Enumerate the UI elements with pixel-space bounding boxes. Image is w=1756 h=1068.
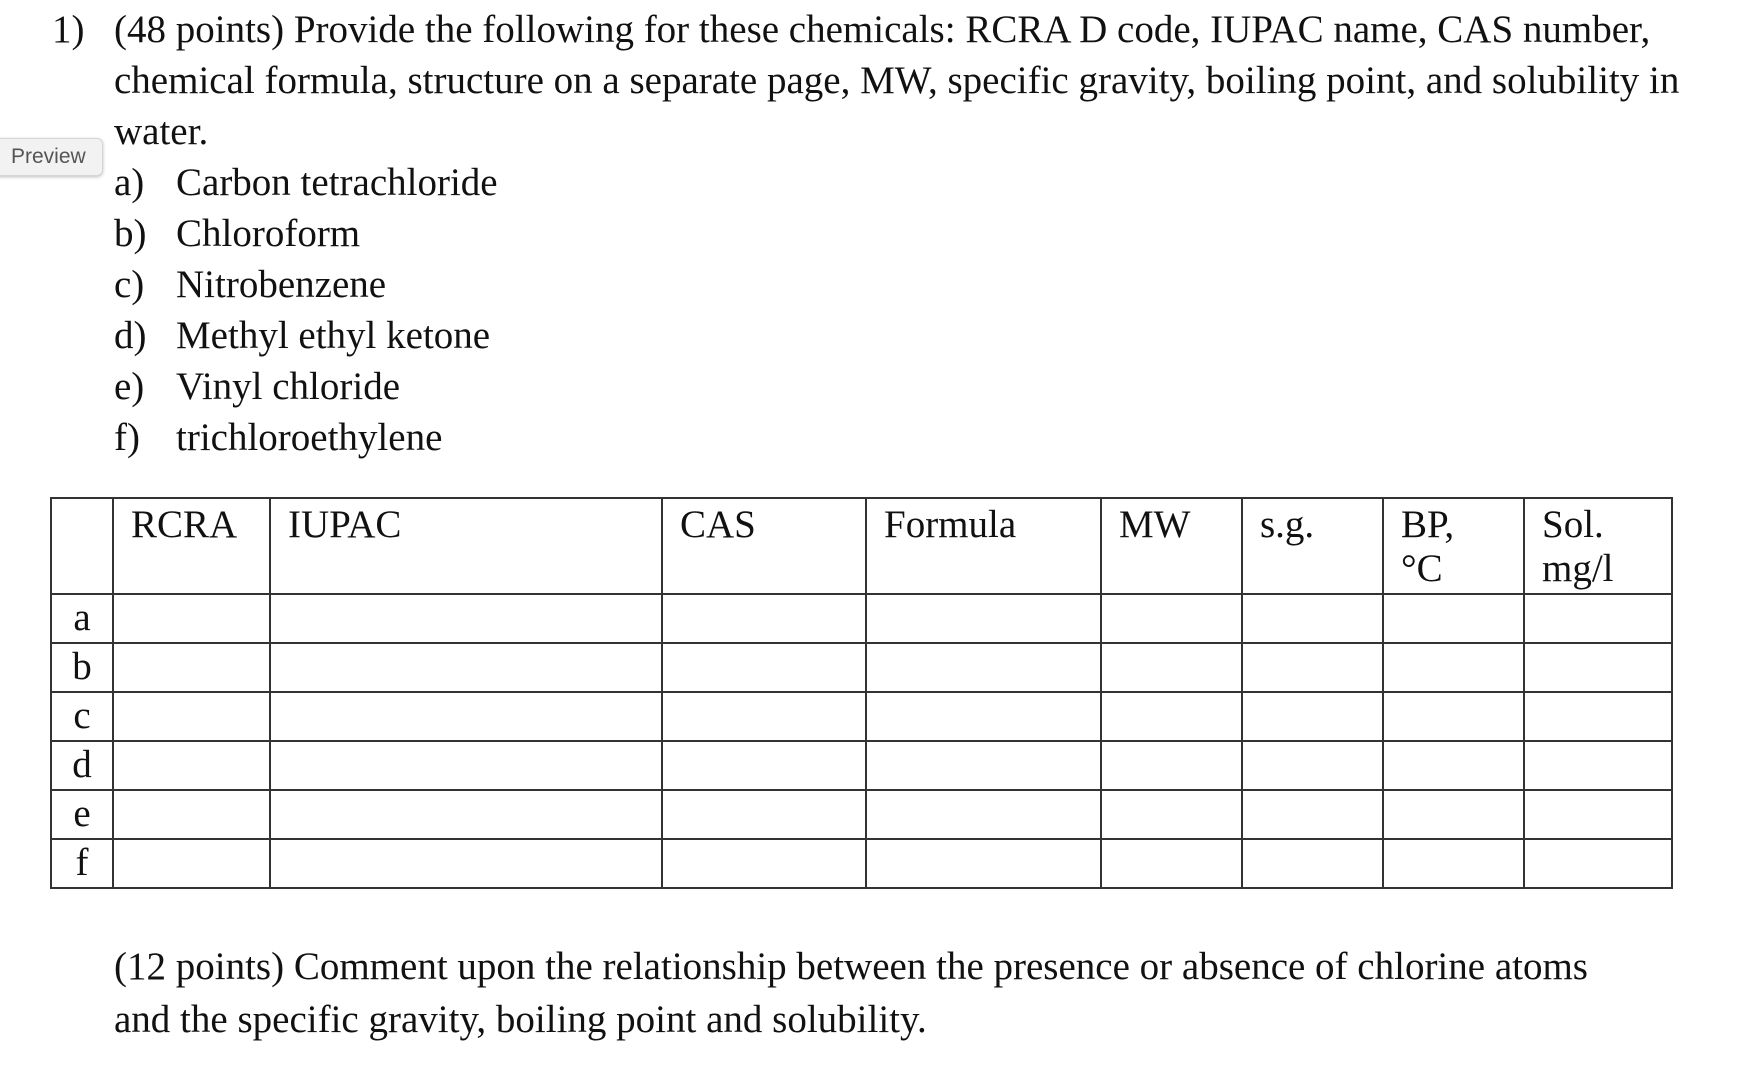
question-number: 1): [52, 8, 85, 51]
table-cell[interactable]: [866, 692, 1101, 741]
table-cell[interactable]: [113, 594, 270, 643]
table-cell[interactable]: [1524, 643, 1672, 692]
table-cell[interactable]: [1242, 594, 1383, 643]
table-cell[interactable]: [662, 790, 866, 839]
list-item: [114, 361, 1712, 412]
table-cell[interactable]: [662, 643, 866, 692]
table-cell[interactable]: [662, 594, 866, 643]
table-cell[interactable]: [1524, 692, 1672, 741]
table-cell[interactable]: [1524, 839, 1672, 888]
header-rcra: RCRA: [113, 498, 270, 594]
header-mw: MW: [1101, 498, 1242, 594]
list-item: [114, 412, 1712, 463]
table-header-row: [51, 498, 1672, 594]
header-sol-line1: Sol.: [1542, 503, 1604, 546]
list-item-text: Methyl ethyl ketone: [176, 314, 491, 357]
table-cell[interactable]: [1101, 692, 1242, 741]
header-bp-unit: °C: [1401, 547, 1443, 590]
header-sol-unit: mg/l: [1542, 547, 1614, 590]
table-cell[interactable]: [1242, 643, 1383, 692]
table-cell[interactable]: [1242, 790, 1383, 839]
table-cell[interactable]: [662, 839, 866, 888]
table-cell[interactable]: [1383, 692, 1524, 741]
question-prompt: (48 points) Provide the following for these chemicals: RCRA D code, IUPAC name, CAS number, chemical formula, structure on a separate page, MW, specific gravity, boiling point, and solubility in water.: [114, 8, 1680, 153]
table-cell[interactable]: [1383, 790, 1524, 839]
table-cell[interactable]: [1242, 741, 1383, 790]
list-item: [114, 208, 1712, 259]
table-cell[interactable]: [1101, 790, 1242, 839]
table-cell[interactable]: [1383, 741, 1524, 790]
table-cell[interactable]: [113, 692, 270, 741]
table-cell[interactable]: [1383, 594, 1524, 643]
table-cell[interactable]: [1101, 643, 1242, 692]
list-item: [114, 310, 1712, 361]
list-item: [114, 259, 1712, 310]
table-cell[interactable]: [1242, 692, 1383, 741]
table-cell[interactable]: [1383, 643, 1524, 692]
list-item-letter: f): [114, 416, 140, 459]
table-cell[interactable]: [270, 790, 662, 839]
header-bp-line1: BP,: [1401, 503, 1455, 546]
table-cell[interactable]: [1101, 741, 1242, 790]
question-1: [52, 4, 1712, 463]
table-cell[interactable]: [1524, 790, 1672, 839]
list-item-text: Carbon tetrachloride: [176, 161, 498, 204]
table-cell[interactable]: [1524, 594, 1672, 643]
table-cell[interactable]: [113, 839, 270, 888]
table-cell[interactable]: [866, 741, 1101, 790]
list-item-text: Vinyl chloride: [176, 365, 401, 408]
question-body: [114, 4, 1712, 463]
followup-question: (12 points) Comment upon the relationship between the presence or absence of chlorine atoms and the specific gravity, boiling point and solubility.: [114, 945, 1588, 1041]
list-item-letter: d): [114, 314, 147, 357]
header-sg: s.g.: [1242, 498, 1383, 594]
chemical-list: [114, 157, 1712, 463]
row-label: a: [51, 594, 113, 643]
table-cell[interactable]: [1524, 741, 1672, 790]
table-cell[interactable]: [270, 692, 662, 741]
preview-tab-label: Preview: [11, 145, 86, 168]
row-label: c: [51, 692, 113, 741]
list-item-letter: a): [114, 161, 145, 204]
header-sol: [1524, 498, 1672, 594]
table-cell[interactable]: [1101, 594, 1242, 643]
table-cell[interactable]: [866, 839, 1101, 888]
table-cell[interactable]: [270, 594, 662, 643]
table-cell[interactable]: [866, 790, 1101, 839]
list-item-text: trichloroethylene: [176, 416, 443, 459]
header-bp: [1383, 498, 1524, 594]
chemical-properties-table: [50, 497, 1673, 889]
table-row: [51, 692, 1672, 741]
row-label: f: [51, 839, 113, 888]
table-cell[interactable]: [113, 643, 270, 692]
table-row: [51, 790, 1672, 839]
list-item-letter: e): [114, 365, 145, 408]
table-cell[interactable]: [662, 741, 866, 790]
table-row: [51, 594, 1672, 643]
table-cell[interactable]: [1101, 839, 1242, 888]
list-item: [114, 157, 1712, 208]
table-cell[interactable]: [270, 643, 662, 692]
header-cas: CAS: [662, 498, 866, 594]
list-item-letter: b): [114, 212, 147, 255]
table-cell[interactable]: [1242, 839, 1383, 888]
table-row: [51, 643, 1672, 692]
table-cell[interactable]: [662, 692, 866, 741]
table-cell[interactable]: [270, 839, 662, 888]
table-row: [51, 741, 1672, 790]
table-row: [51, 839, 1672, 888]
header-formula: Formula: [866, 498, 1101, 594]
row-label: e: [51, 790, 113, 839]
row-label: d: [51, 741, 113, 790]
list-item-letter: c): [114, 263, 145, 306]
table-cell[interactable]: [113, 741, 270, 790]
table-cell[interactable]: [113, 790, 270, 839]
header-iupac: IUPAC: [270, 498, 662, 594]
table-cell[interactable]: [270, 741, 662, 790]
table-cell[interactable]: [1383, 839, 1524, 888]
list-item-text: Chloroform: [176, 212, 361, 255]
header-blank: [51, 498, 113, 594]
row-label: b: [51, 643, 113, 692]
list-item-text: Nitrobenzene: [176, 263, 387, 306]
table-cell[interactable]: [866, 643, 1101, 692]
table-cell[interactable]: [866, 594, 1101, 643]
